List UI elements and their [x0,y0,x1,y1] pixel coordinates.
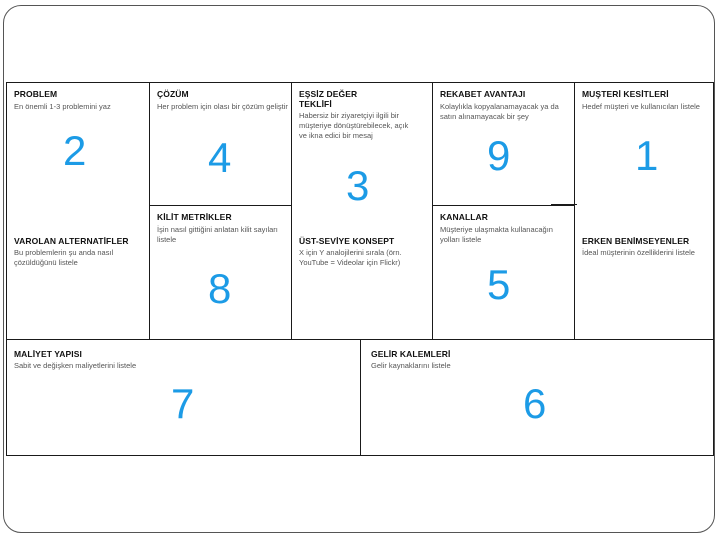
cell-title: ÜST-SEVİYE KONSEPT [299,236,395,246]
cell-description: Habersiz bir ziyaretçiyi ilgili bir müşteriye dönüştürebilecek, açık ve ikna edici bir mesaj [299,111,409,140]
cell-number: 8 [208,265,232,312]
cell-kanallar [432,205,575,340]
cell-description: Müşteriye ulaşmakta kullanacağın yolları listele [440,225,553,244]
cell-description: Hedef müşteri ve kullanıcıları listele [582,102,700,111]
cell-description: Bu problemlerin şu anda nasıl çözüldüğünü listele [14,248,114,267]
cell-description: İdeal müşterinin özelliklerini listele [582,248,695,257]
cell-description: X için Y analojilerini sırala (örn. YouTube = Videolar için Flickr) [299,248,402,267]
cell-title: MUŞTERİ KESİTLERİ [582,89,669,99]
cell-description: Gelir kaynaklarını listele [371,361,451,370]
cell-essiz [291,82,433,340]
cell-musteri [574,82,714,340]
cell-rekabet [432,82,575,206]
cell-title: REKABET AVANTAJI [440,89,526,99]
cell-maliyet [6,339,361,456]
cell-kilit [149,205,292,340]
cell-number: 2 [63,127,87,174]
cell-number: 4 [208,134,232,181]
divider-line [551,204,577,205]
cell-title: GELİR KALEMLERİ [371,349,451,359]
cell-title: KİLİT METRİKLER [157,212,232,222]
cell-description: Her problem için olası bir çözüm geliştir [157,102,288,111]
cell-gelir [360,339,714,456]
cell-problem [6,82,150,340]
cell-title: KANALLAR [440,212,489,222]
cell-description: En önemli 1-3 problemini yaz [14,102,111,111]
cell-title: ÇÖZÜM [157,89,189,99]
cell-title: EŞSİZ DEĞER TEKLİFİ [299,89,358,109]
cell-number: 3 [346,162,370,209]
cell-number: 9 [487,132,511,179]
cell-number: 7 [171,380,195,427]
cell-cozum [149,82,292,206]
cell-title: MALİYET YAPISI [14,349,83,359]
cell-description: Sabit ve değişken maliyetlerini listele [14,361,137,370]
cell-description: Kolaylıkla kopyalanamayacak ya da satın alınamayacak bir şey [440,102,559,121]
cell-title: PROBLEM [14,89,58,99]
cell-description: İşin nasıl gittiğini anlatan kilit sayıları listele [157,225,278,244]
cell-number: 1 [635,132,659,179]
cell-number: 6 [523,380,547,427]
lean-canvas [6,82,714,456]
cell-title: VAROLAN ALTERNATİFLER [14,236,129,246]
cell-title: ERKEN BENİMSEYENLER [582,236,690,246]
cell-number: 5 [487,261,511,308]
